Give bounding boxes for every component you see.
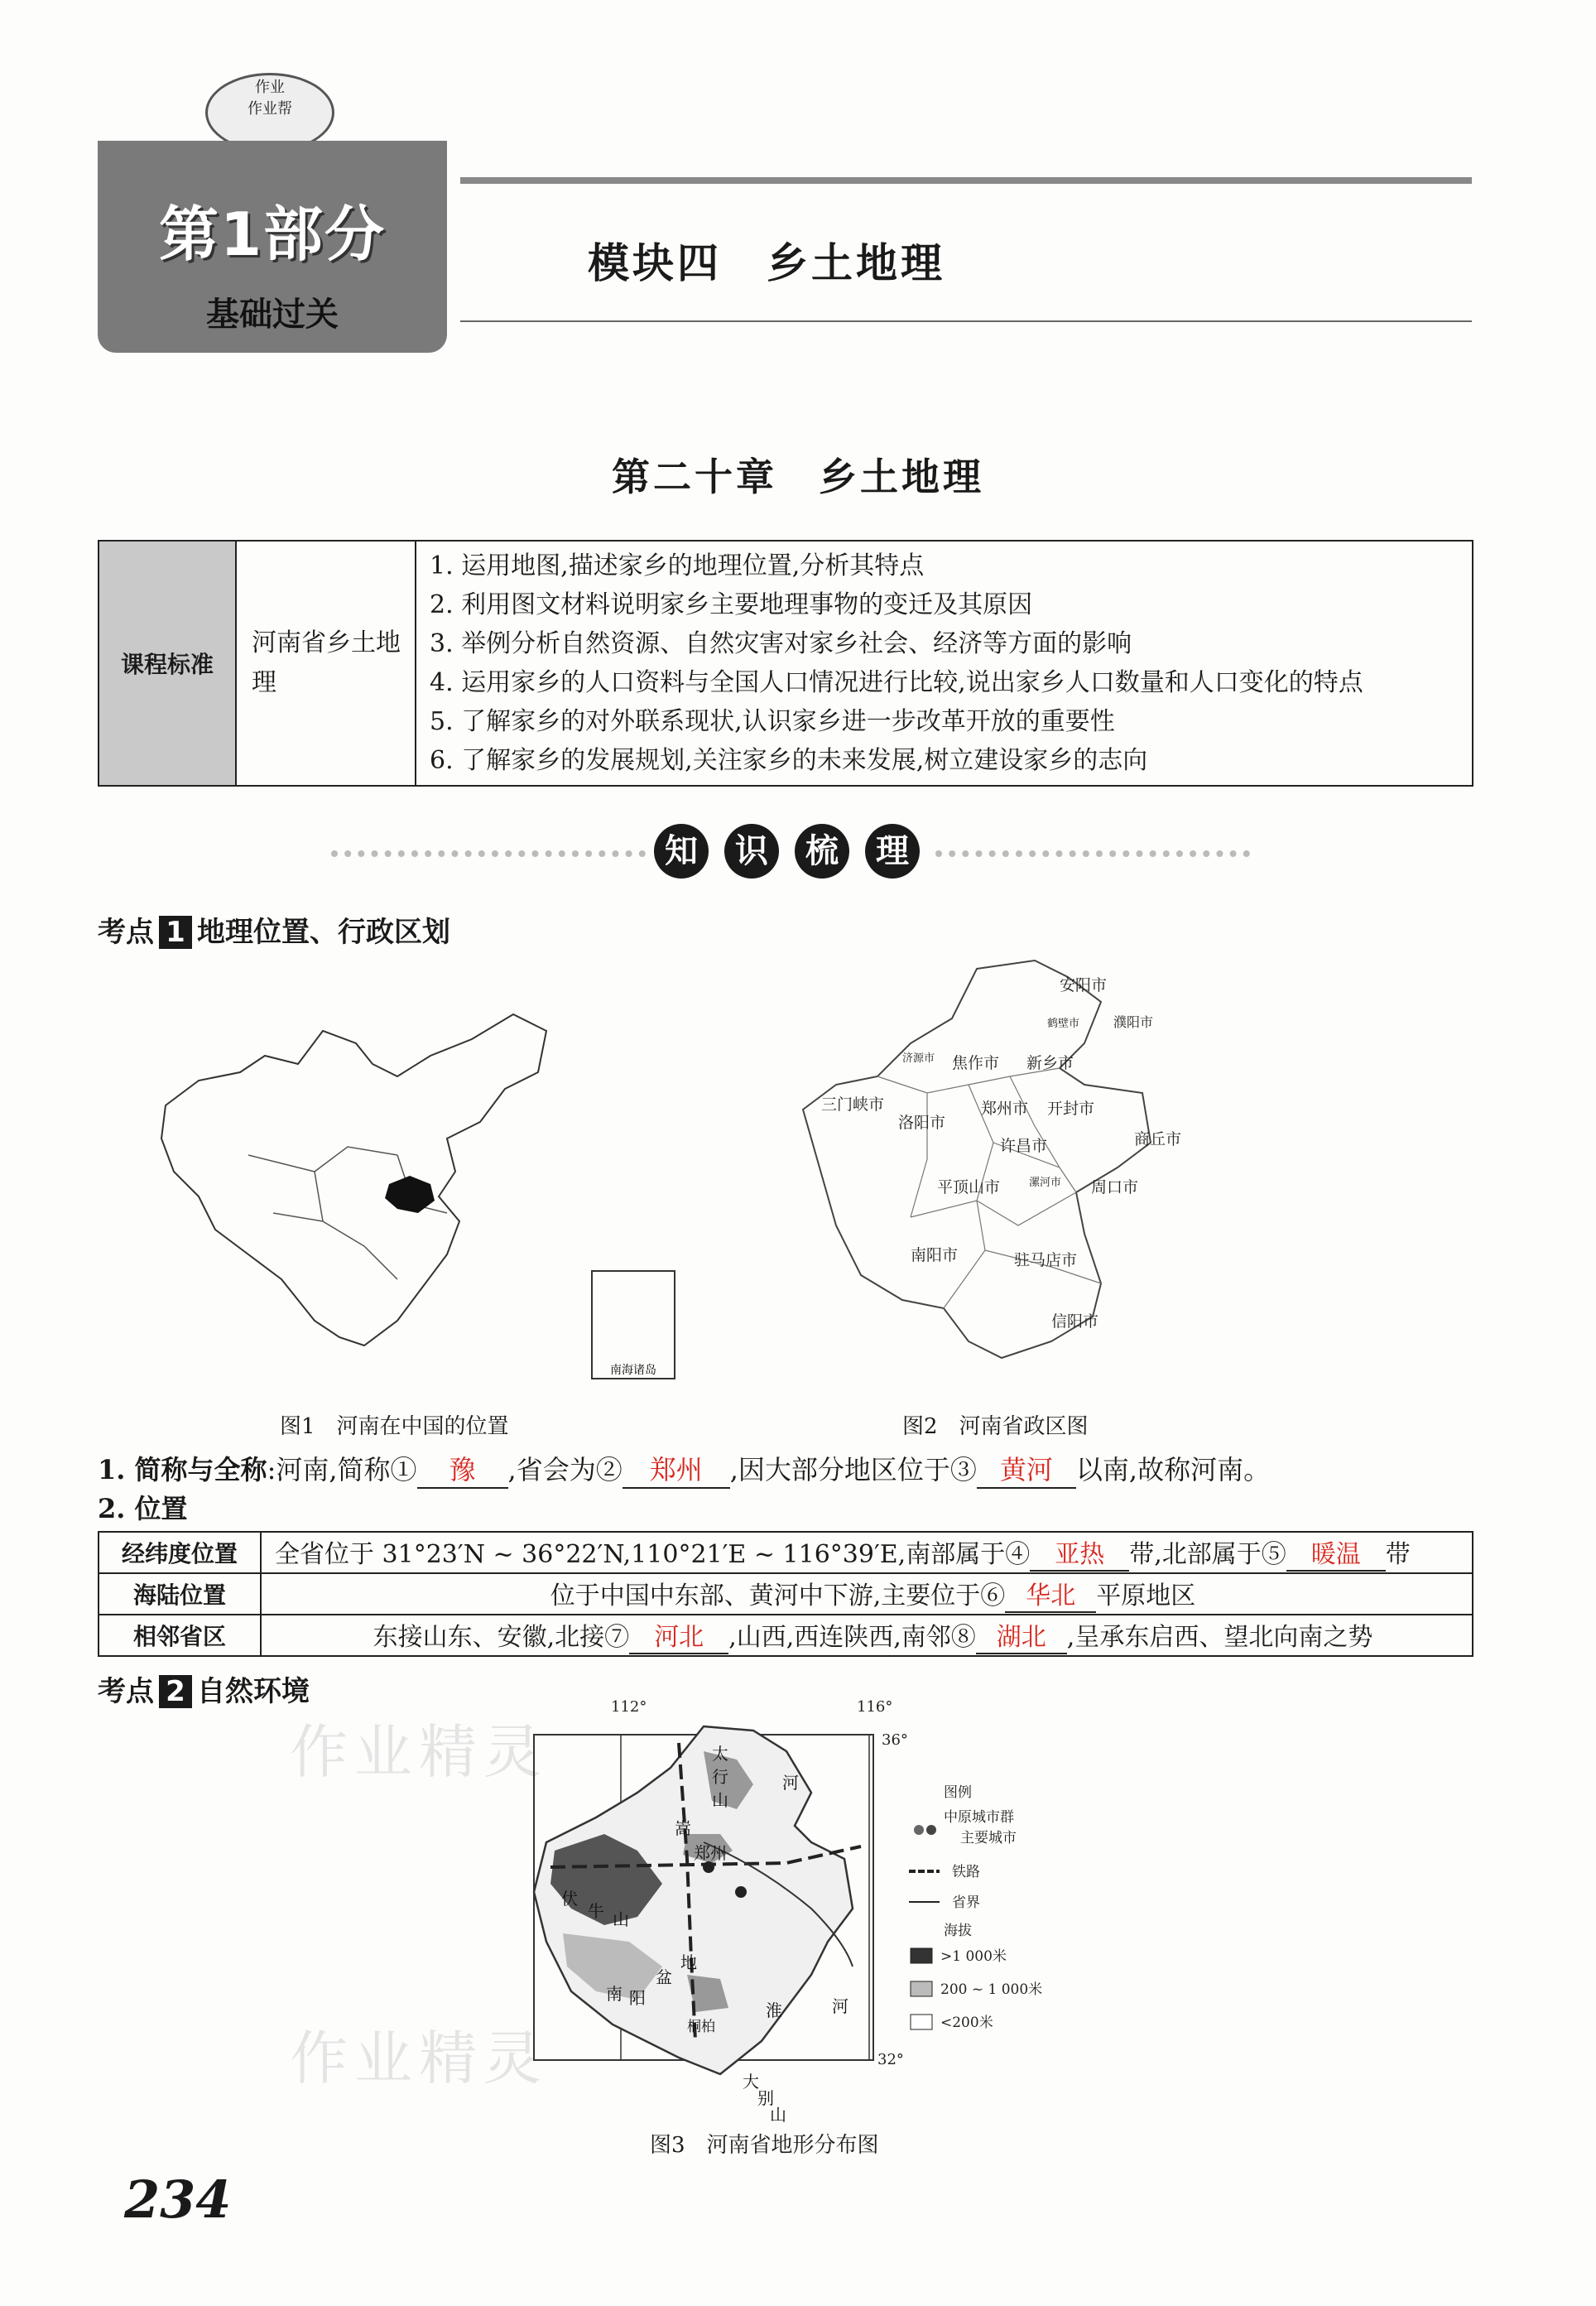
city-dot [703, 1861, 714, 1873]
city-label: 新乡市 [1026, 1054, 1074, 1072]
watermark: 作业精灵 [290, 2024, 548, 2092]
lat-label: 36° [882, 1731, 908, 1749]
map1-caption: 图1 河南在中国的位置 [280, 1414, 509, 1439]
answer-blank: 郑州 [623, 1449, 730, 1489]
kaodian-2-heading [98, 1668, 310, 1709]
standard-item: 3. 举例分析自然资源、自然灾害对家乡社会、经济等方面的影响 [430, 629, 1132, 658]
map2-caption: 图2 河南省政区图 [902, 1414, 1089, 1439]
city-label: 南阳市 [911, 1246, 959, 1264]
seal-text-1: 作业 [255, 79, 285, 96]
standards-header: 课程标准 [99, 541, 236, 786]
henan-terrain-map [513, 1693, 1184, 2124]
city-label: 驻马店市 [1014, 1251, 1078, 1269]
answer-blank: 湖北 [976, 1616, 1067, 1654]
terrain-label: 山 [712, 1790, 728, 1810]
terrain-label: 淮 [766, 2000, 782, 2020]
answer-blank: 豫 [417, 1449, 508, 1489]
city-label: 信阳市 [1051, 1312, 1099, 1331]
legend-text: 铁路 [952, 1864, 980, 1880]
legend-text: 中原城市群 [944, 1809, 1014, 1826]
china-map [149, 1006, 695, 1387]
city-label: 开封市 [1047, 1100, 1095, 1118]
city-label: 濮阳市 [1113, 1014, 1154, 1030]
city-label: 焦作市 [952, 1054, 1000, 1072]
standard-item: 5. 了解家乡的对外联系现状,认识家乡进一步改革开放的重要性 [430, 707, 1115, 736]
legend-text: 200 ~ 1 000米 [940, 1981, 1043, 1998]
kaodian-number: 1 [159, 916, 192, 949]
city-label: 济源市 [902, 1052, 935, 1065]
city-label: 商丘市 [1134, 1130, 1182, 1148]
standard-item: 2. 利用图文材料说明家乡主要地理事物的变迁及其原因 [430, 590, 1033, 619]
answer-blank: 黄河 [977, 1449, 1076, 1489]
q1-text: ,省会为② [507, 1454, 623, 1485]
q1-text: ,因大部分地区位于③ [729, 1454, 977, 1485]
terrain-label: 山 [770, 2105, 786, 2124]
city-label: 周口市 [1091, 1178, 1139, 1196]
legend-text: <200米 [940, 2015, 993, 2031]
chapter-title: 第二十章 乡土地理 [612, 455, 984, 499]
position-table [98, 1531, 1473, 1657]
standard-item: 1. 运用地图,描述家乡的地理位置,分析其特点 [430, 551, 925, 580]
header-rule-thin [460, 320, 1472, 322]
table-row [99, 1615, 1473, 1656]
city-label: 许昌市 [1000, 1137, 1048, 1155]
terrain-label: 桐柏 [687, 2019, 715, 2035]
terrain-label: 郑州 [694, 1843, 727, 1863]
legend-text: 省界 [952, 1894, 980, 1911]
row-header: 相邻省区 [99, 1615, 261, 1656]
city-dot [735, 1886, 747, 1898]
city-label: 安阳市 [1060, 976, 1108, 994]
terrain-label: 阳 [629, 1988, 646, 2008]
terrain-label: 河 [782, 1773, 799, 1793]
cell-text: 带 [1385, 1540, 1411, 1569]
banner-char: 知 [654, 824, 709, 879]
kaodian-1-heading [98, 909, 450, 950]
city-label: 三门峡市 [821, 1095, 885, 1114]
row-value [261, 1532, 1473, 1573]
cell-text: 东接山东、安徽,北接⑦ [373, 1623, 630, 1652]
terrain-label: 别 [757, 2088, 774, 2108]
map3-caption: 图3 河南省地形分布图 [650, 2133, 879, 2158]
cell-text: ,山西,西连陕西,南邻⑧ [728, 1623, 976, 1652]
row-header: 海陆位置 [99, 1573, 261, 1615]
watermark: 作业精灵 [290, 1718, 548, 1786]
banner-dots-right [935, 850, 1250, 857]
answer-blank: 华北 [1005, 1575, 1096, 1613]
kaodian-prefix: 考点 [98, 916, 154, 949]
part-subtitle: 基础过关 [206, 296, 339, 334]
terrain-label: 南 [606, 1984, 623, 2004]
cell-text: 平原地区 [1096, 1581, 1196, 1610]
answer-blank: 暖温 [1286, 1533, 1386, 1572]
q1-label: 1. 简称与全称 [98, 1454, 267, 1485]
legend-text: 海拔 [944, 1923, 972, 1939]
standards-topic: 河南省乡土地理 [236, 541, 416, 786]
standards-items [416, 541, 1473, 786]
banner-dots-left [331, 850, 646, 857]
lon-label: 112° [611, 1698, 647, 1716]
cell-text: 全省位于 31°23′N ~ 36°22′N,110°21′E ~ 116°39′E,南部属于④ [275, 1540, 1031, 1569]
banner-char: 理 [865, 824, 920, 879]
table-row [99, 1532, 1473, 1573]
map-legend [909, 1784, 1042, 2031]
header-rule-thick [460, 177, 1472, 184]
q1-text: :河南,简称① [267, 1454, 417, 1485]
module-title: 模块四 乡土地理 [588, 239, 945, 287]
cell-text: 带,北部属于⑤ [1129, 1540, 1286, 1569]
q1-text: 以南,故称河南。 [1075, 1454, 1271, 1485]
terrain-label: 大 [743, 2072, 759, 2092]
row-value [261, 1573, 1473, 1615]
terrain-label: 地 [680, 1952, 697, 1972]
lat-label: 32° [877, 2051, 904, 2068]
seal-text-2: 作业帮 [248, 100, 292, 118]
table-row [99, 1573, 1473, 1615]
standard-item: 4. 运用家乡的人口资料与全国人口情况进行比较,说出家乡人口数量和人口变化的特点 [430, 668, 1363, 697]
banner-char: 识 [724, 824, 779, 879]
answer-blank: 亚热 [1030, 1533, 1129, 1572]
terrain-label: 太 [712, 1744, 728, 1764]
part-badge [98, 141, 447, 353]
terrain-label: 河 [832, 1996, 848, 2016]
legend-text: >1 000米 [940, 1948, 1007, 1965]
terrain-label: 山 [613, 1909, 629, 1929]
answer-blank: 河北 [629, 1616, 728, 1654]
terrain-label: 盆 [656, 1967, 672, 1987]
row-header: 经纬度位置 [99, 1532, 261, 1573]
terrain-label: 行 [712, 1767, 728, 1787]
city-label: 鹤壁市 [1047, 1018, 1080, 1030]
part-label: 第1部分 [158, 200, 387, 269]
city-label: 洛阳市 [898, 1114, 946, 1132]
terrain-label: 嵩 [675, 1818, 691, 1838]
city-label: 漯河市 [1029, 1177, 1062, 1189]
banner-char: 梳 [795, 824, 849, 879]
cell-text: 位于中国中东部、黄河中下游,主要位于⑥ [550, 1581, 1006, 1610]
row-value [261, 1615, 1473, 1656]
city-label: 郑州市 [981, 1100, 1029, 1118]
terrain-label: 伏 [561, 1889, 578, 1909]
south-sea-inset [592, 1271, 675, 1379]
city-label: 平顶山市 [937, 1178, 1001, 1196]
cell-text: ,呈承东启西、望北向南之势 [1066, 1623, 1373, 1652]
q1-line [98, 1449, 1270, 1489]
inset-label: 南海诸岛 [610, 1364, 656, 1377]
standard-item: 6. 了解家乡的发展规划,关注家乡的未来发展,树立建设家乡的志向 [430, 746, 1148, 775]
page-number: 234 [124, 2169, 232, 2230]
kaodian-number: 2 [159, 1675, 192, 1708]
terrain-label: 牛 [588, 1901, 604, 1921]
lon-label: 116° [857, 1698, 893, 1716]
legend-title: 图例 [944, 1784, 972, 1801]
kaodian-prefix: 考点 [98, 1675, 154, 1708]
kaodian-title: 自然环境 [197, 1675, 310, 1708]
henan-province-map [786, 952, 1225, 1391]
legend-text: 主要城市 [960, 1830, 1017, 1846]
kaodian-title: 地理位置、行政区划 [197, 916, 450, 949]
standards-table [98, 540, 1473, 787]
q2-label: 2. 位置 [98, 1493, 188, 1524]
